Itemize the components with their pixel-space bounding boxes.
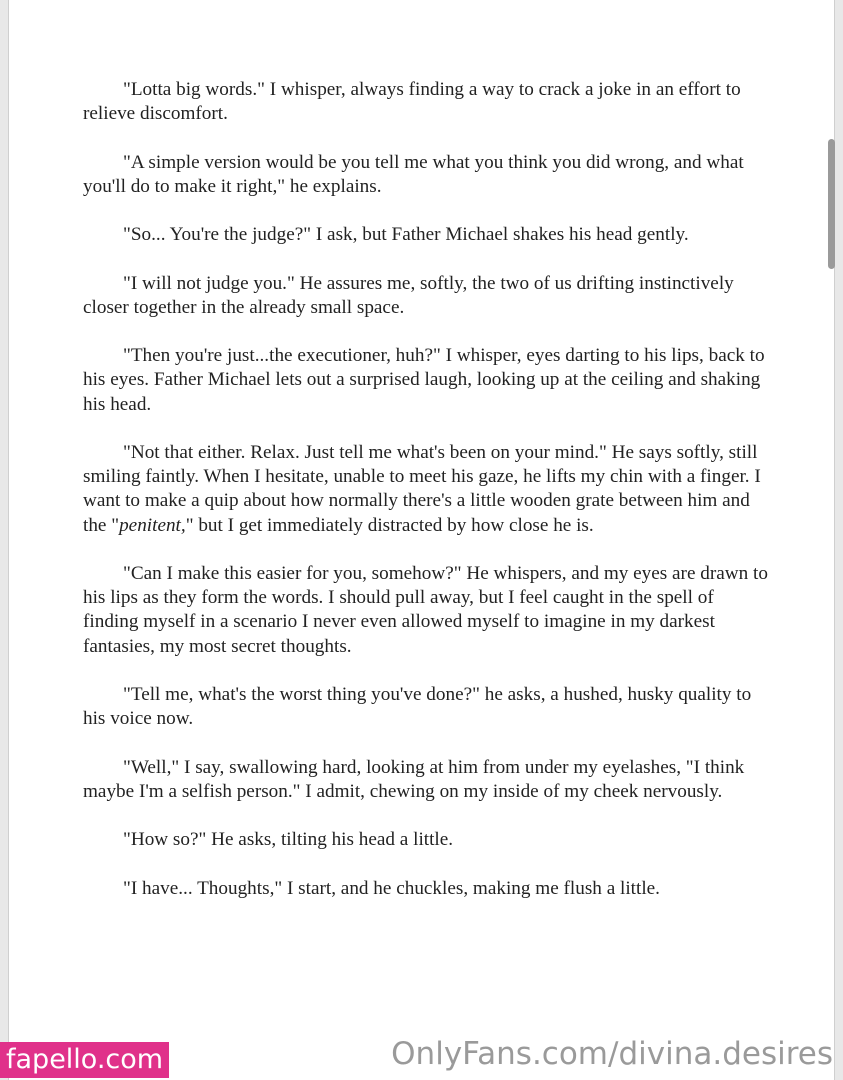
- document-body: [83, 78, 773, 925]
- watermark-left: fapello.com: [0, 1042, 169, 1078]
- paragraph: "I will not judge you." He assures me, softly, the two of us drifting instinctively closer together in the already small space.: [83, 272, 734, 318]
- paragraph: "Tell me, what's the worst thing you've done?" he asks, a hushed, husky quality to his voice now.: [83, 683, 752, 730]
- vertical-scrollbar-thumb[interactable]: [828, 139, 835, 269]
- paragraph: "Well," I say, swallowing hard, looking at him from under my eyelashes, "I think maybe I'm a selfish person." I admit, chewing on my inside of my cheek nervously.: [83, 756, 745, 802]
- paragraph: "Can I make this easier for you, somehow?" He whispers, and my eyes are drawn to his lips as they form the words. I should pull away, but I feel caught in the spell of finding myself in a scenario I never even allowed myself to imagine in my darkest fantasies, my most secret thoughts.: [83, 562, 768, 657]
- paragraph: "A simple version would be you tell me what you think you did wrong, and what you'll do to make it right," he explains.: [83, 151, 744, 197]
- paragraph: "I have... Thoughts," I start, and he chuckles, making me flush a little.: [123, 877, 660, 899]
- watermark-right: OnlyFans.com/divina.desires: [391, 1036, 833, 1072]
- italic-word: penitent,: [119, 514, 186, 536]
- document-page: [8, 0, 835, 1080]
- paragraph: "How so?" He asks, tilting his head a little.: [123, 829, 454, 851]
- paragraph: "So... You're the judge?" I ask, but Father Michael shakes his head gently.: [123, 224, 689, 246]
- paragraph: [83, 441, 773, 538]
- paragraph: "Then you're just...the executioner, huh?" I whisper, eyes darting to his lips, back to his eyes. Father Michael lets out a surprised laugh, looking up at the ceiling and shaking his head.: [83, 345, 765, 415]
- paragraph-text: " but I get immediately distracted by how close he is.: [185, 514, 594, 536]
- paragraph-text: "Not that either. Relax. Just tell me what's been on your mind." He says softly, still smiling faintly. When I hesitate, unable to meet his gaze, he lifts my chin with a finger. I want to make a quip about how normally there's a little wooden grate between him and the ": [83, 441, 761, 536]
- paragraph: "Lotta big words." I whisper, always finding a way to crack a joke in an effort to relieve discomfort.: [83, 79, 741, 125]
